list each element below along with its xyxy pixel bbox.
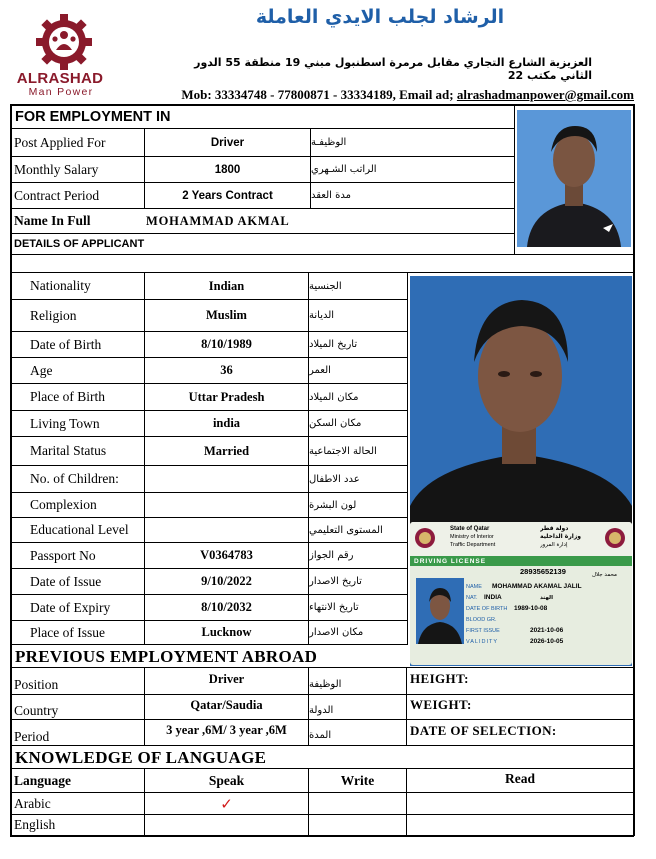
license-strip-text: DRIVING LICENSE xyxy=(414,557,487,565)
applicant-photo-small xyxy=(517,110,631,247)
previous-label: Position xyxy=(14,677,59,692)
license-ministry-arabic: وزارة الداخلية xyxy=(540,533,582,540)
write-check-icon xyxy=(309,793,406,814)
previous-label: Country xyxy=(14,703,59,718)
license-state-arabic: دولة قطر xyxy=(540,525,569,532)
language-name: English xyxy=(14,817,56,832)
detail-label: Date of Issue xyxy=(30,573,102,589)
contract-label-arabic: مدة العقد xyxy=(311,190,351,201)
license-issue: 2021-10-06 xyxy=(530,627,564,634)
qatar-emblem-icon xyxy=(414,525,436,551)
detail-label-arabic: المستوى التعليمي xyxy=(309,524,383,536)
selection-field-label: HEIGHT: xyxy=(410,671,469,686)
previous-value: Qatar/Saudia xyxy=(190,697,263,712)
detail-label: Complexion xyxy=(30,497,97,512)
detail-label: Date of Birth xyxy=(30,336,102,352)
detail-value: 36 xyxy=(220,363,233,377)
detail-label: Educational Level xyxy=(30,522,129,537)
name-label: Name In Full xyxy=(14,213,91,228)
table-border xyxy=(514,104,515,254)
detail-label: Passport No xyxy=(30,547,96,563)
speak-check-icon xyxy=(145,815,308,835)
previous-value: Driver xyxy=(208,671,245,686)
detail-label-arabic: عدد الاطفال xyxy=(309,473,360,485)
detail-value: Indian xyxy=(208,278,245,293)
detail-value xyxy=(145,466,308,492)
table-border xyxy=(633,104,635,836)
logo-subtitle: Man Power xyxy=(28,86,94,98)
detail-value: 8/10/2032 xyxy=(201,600,252,614)
detail-label: Date of Expiry xyxy=(30,599,111,615)
read-check-icon xyxy=(407,793,633,814)
detail-value: 8/10/1989 xyxy=(201,337,252,351)
license-dob: 1989-10-08 xyxy=(514,605,548,612)
table-border xyxy=(10,254,634,255)
previous-label-arabic: الوظيفة xyxy=(309,678,342,690)
salary-label-arabic: الراتب الشـهري xyxy=(311,164,377,175)
license-nat-arabic: الهند xyxy=(540,594,554,601)
speak-col-header: Speak xyxy=(208,773,245,788)
license-nat: INDIA xyxy=(484,594,502,601)
detail-value: V0364783 xyxy=(200,548,253,562)
detail-label-arabic: تاريخ الميلاد xyxy=(309,339,358,350)
detail-label: No. of Children: xyxy=(30,471,119,486)
table-border xyxy=(10,644,408,645)
license-nat-label: NAT. xyxy=(466,594,478,601)
detail-label: Marital Status xyxy=(30,443,107,458)
detail-label: Nationality xyxy=(30,278,91,293)
previous-label: Period xyxy=(14,728,50,744)
detail-label-arabic: رقم الجواز xyxy=(309,550,354,561)
ministry-emblem-icon xyxy=(604,525,626,551)
contract-value: 2 Years Contract xyxy=(182,189,273,202)
previous-employment-heading: PREVIOUS EMPLOYMENT ABROAD xyxy=(15,646,318,666)
detail-value xyxy=(145,518,308,542)
detail-value: 9/10/2022 xyxy=(201,574,252,588)
language-col-header: Language xyxy=(14,773,72,788)
detail-label: Age xyxy=(30,362,53,378)
post-label-arabic: الوظيفـة xyxy=(311,137,347,148)
selection-field-label: WEIGHT: xyxy=(410,697,472,712)
detail-label: Place of Birth xyxy=(30,389,105,404)
contact-numbers: Mob: 33334748 - 77800871 - 33334189, Email ad; xyxy=(181,87,457,102)
license-blood-label: BLOOD GR. xyxy=(466,616,497,623)
company-address-arabic: العزيزية الشارع التجاري مقابل مرمرة اسطنبول مبني 19 منطقة 55 الدور الثاني مكتب 22 xyxy=(194,56,592,82)
previous-value: 3 year ,6M/ 3 year ,6M xyxy=(166,723,287,737)
license-dept-arabic: إدارة المرور xyxy=(540,541,568,548)
detail-value xyxy=(145,493,308,517)
table-border xyxy=(10,835,634,837)
license-photo xyxy=(416,578,464,644)
detail-label-arabic: الجنسية xyxy=(309,280,342,292)
salary-label: Monthly Salary xyxy=(14,161,99,177)
previous-label-arabic: المدة xyxy=(309,730,332,741)
license-ministry: Ministry of Interior xyxy=(450,533,494,540)
license-state: State of Qatar xyxy=(450,525,490,532)
license-name: MOHAMMAD AKAMAL JALIL xyxy=(492,583,582,590)
detail-value: Married xyxy=(203,443,250,458)
read-check-icon xyxy=(407,815,633,835)
email-link[interactable]: alrashadmanpower@gmail.com xyxy=(456,87,634,102)
license-validity: 2026-10-05 xyxy=(530,638,564,645)
detail-label-arabic: مكان السكن xyxy=(309,418,362,429)
salary-value: 1800 xyxy=(214,163,241,176)
detail-label-arabic: لون البشرة xyxy=(309,499,357,511)
detail-label-arabic: الحالة الاجتماعية xyxy=(309,445,377,457)
detail-value: Uttar Pradesh xyxy=(188,389,265,404)
detail-value: Lucknow xyxy=(201,625,252,639)
language-heading: KNOWLEDGE OF LANGUAGE xyxy=(15,747,267,767)
write-col-header: Write xyxy=(340,773,375,788)
name-value: MOHAMMAD AKMAL xyxy=(146,213,290,228)
license-name-arabic: محمد جلال xyxy=(592,571,617,578)
license-dob-label: DATE OF BIRTH xyxy=(466,605,508,612)
details-heading: DETAILS OF APPLICANT xyxy=(14,238,145,250)
company-title-arabic: الرشاد لجلب الايدي العاملة xyxy=(255,6,505,28)
detail-label-arabic: تاريخ الانتهاء xyxy=(309,602,359,613)
detail-label-arabic: مكان الاصدار xyxy=(309,627,364,638)
logo-gear-icon xyxy=(14,12,114,72)
detail-value: india xyxy=(212,416,241,430)
detail-label-arabic: مكان الميلاد xyxy=(309,391,359,403)
detail-label: Place of Issue xyxy=(30,624,105,640)
detail-label: Religion xyxy=(30,307,77,323)
license-name-label: NAME xyxy=(466,583,482,590)
license-validity-label: VALIDITY xyxy=(466,638,499,645)
detail-label-arabic: تاريخ الاصدار xyxy=(309,576,362,587)
contact-line xyxy=(122,87,634,103)
license-issue-label: FIRST ISSUE xyxy=(466,627,500,634)
employment-heading: FOR EMPLOYMENT IN xyxy=(15,109,171,125)
contract-label: Contract Period xyxy=(14,187,100,203)
license-number: 28935652139 xyxy=(520,566,566,576)
detail-label: Living Town xyxy=(30,415,100,431)
language-name: Arabic xyxy=(14,795,51,811)
previous-label-arabic: الدولة xyxy=(309,704,334,716)
speak-check-icon: ✓ xyxy=(220,794,233,813)
detail-label-arabic: الديانة xyxy=(309,310,335,321)
read-col-header: Read xyxy=(505,771,535,786)
detail-label-arabic: العمر xyxy=(309,365,331,376)
selection-field-label: DATE OF SELECTION: xyxy=(410,722,557,738)
logo-name: ALRASHAD xyxy=(16,70,104,87)
table-border xyxy=(407,272,408,644)
post-value: Driver xyxy=(210,136,245,149)
driving-license-card xyxy=(410,522,632,665)
license-dept: Traffic Department xyxy=(450,541,496,548)
post-label: Post Applied For xyxy=(14,134,106,150)
write-check-icon xyxy=(309,815,406,835)
detail-value: Muslim xyxy=(206,308,247,322)
